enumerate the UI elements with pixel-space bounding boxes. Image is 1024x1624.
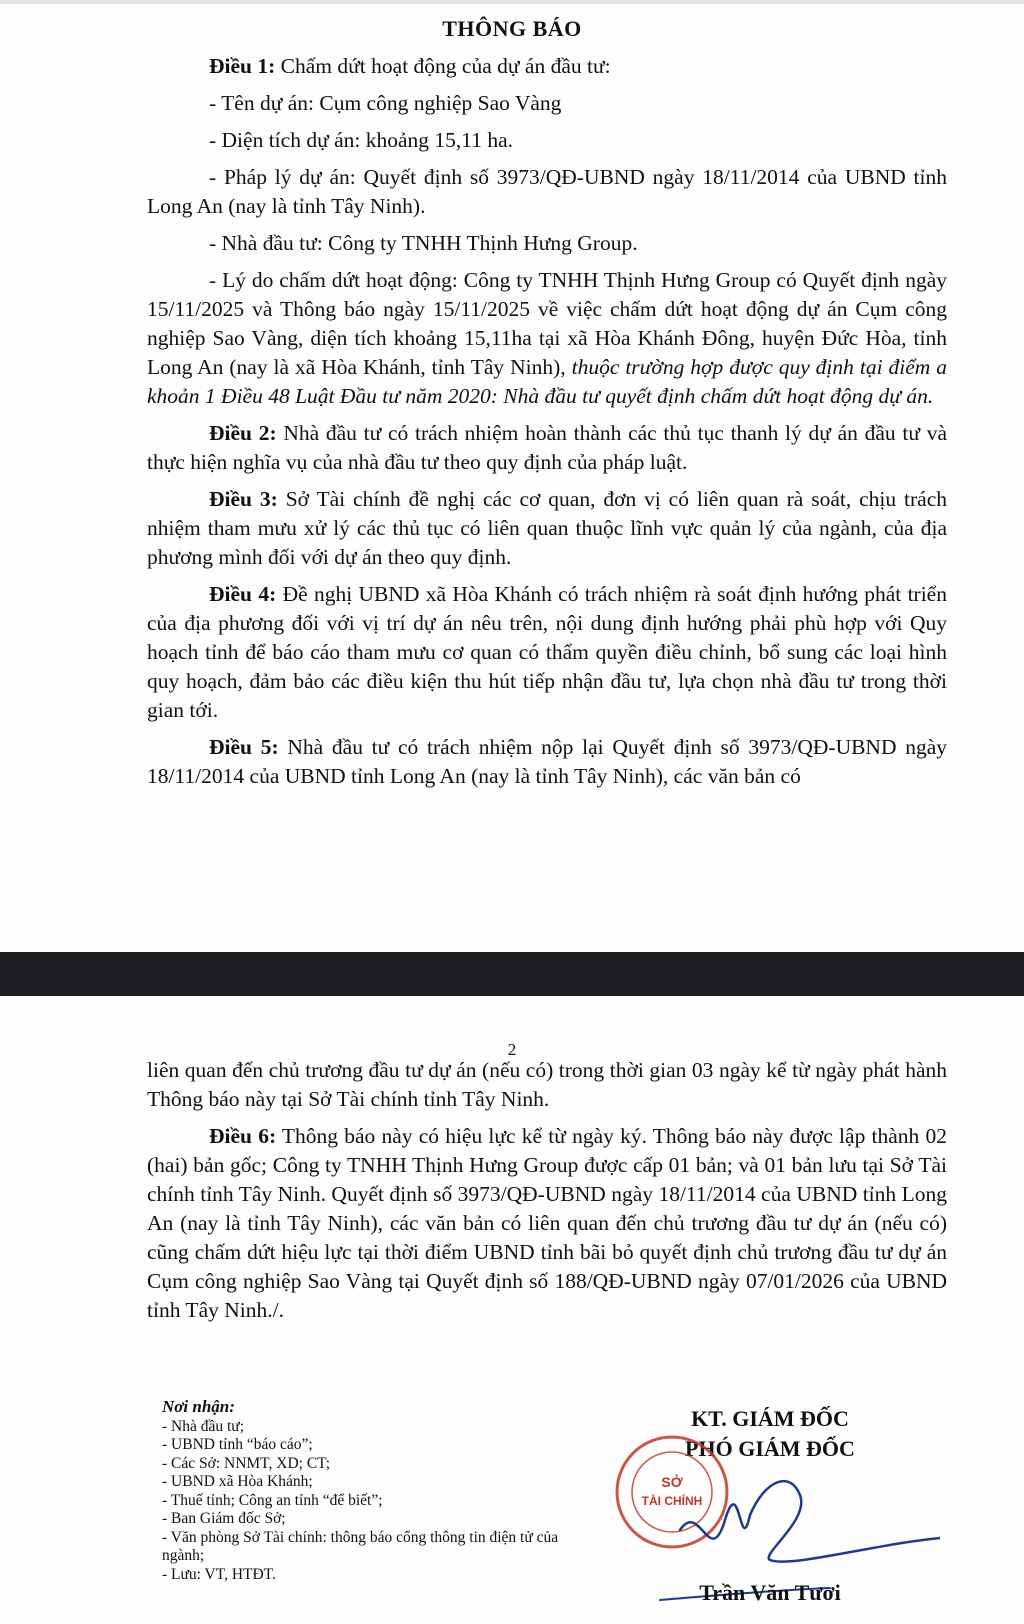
signature-title-1: KT. GIÁM ĐỐC [691,1406,849,1431]
article-5-continued: liên quan đến chủ trương đầu tư dự án (nếu có) trong thời gian 03 ngày kể từ ngày phát hành Thông báo này tại Sở Tài chính tỉnh Tây Ninh. [147,1058,947,1111]
recipient-item: - UBND xã Hòa Khánh; [162,1473,313,1490]
seal-center-line-1: SỞ [661,1474,683,1490]
article-4 [147,580,947,725]
recipient-item: - Văn phòng Sở Tài chính: thông báo cổng thông tin điện tử của ngành; [162,1528,559,1564]
signature-title-2: PHÓ GIÁM ĐỐC [685,1436,855,1461]
article-2-label: Điều 2: [209,421,277,445]
reason-italic: thuộc trường hợp được quy định tại điểm a khoản 1 Điều 48 Luật Đầu tư năm 2020: Nhà đầu tư quyết định chấm dứt hoạt động dự án. [147,355,948,408]
document-title: THÔNG BÁO [442,16,582,41]
seal-center-line-2: TÀI CHÍNH [641,1494,703,1508]
body-page-2 [147,1056,947,1333]
signer-name: Trần Văn Tươi [699,1580,841,1605]
project-area: - Diện tích dự án: khoảng 15,11 ha. [209,128,514,152]
page-top-edge [0,0,1024,4]
article-1-label: Điều 1: [209,54,276,78]
recipients-block [162,1398,582,1584]
project-legal: - Pháp lý dự án: Quyết định số 3973/QĐ-UBND ngày 18/11/2014 của UBND tỉnh Long An (nay là tỉnh Tây Ninh). [147,165,947,218]
article-5-text: Nhà đầu tư có trách nhiệm nộp lại Quyết định số 3973/QĐ-UBND ngày 18/11/2014 của UBND tỉnh Long An (nay là tỉnh Tây Ninh), các văn bản có [147,735,947,788]
article-1-text: Chấm dứt hoạt động của dự án đầu tư: [280,54,611,78]
body-page-1 [147,52,947,799]
project-name: - Tên dự án: Cụm công nghiệp Sao Vàng [209,91,562,115]
article-6-label: Điều 6: [209,1124,277,1148]
recipient-item: - Lưu: VT, HTĐT. [162,1565,276,1583]
article-6-text: Thông báo này có hiệu lực kể từ ngày ký. Thông báo này được lập thành 02 (hai) bản gốc; Công ty TNHH Thịnh Hưng Group được cấp 01 bản; và 01 bản lưu tại Sở Tài chính tỉnh Tây Ninh. Quyết định số 3973/QĐ-UBND ngày 18/11/2014 của UBND tỉnh Long An (nay là tỉnh Tây Ninh), các văn bản có liên quan đến chủ trương đầu tư dự án (nếu có) cũng chấm dứt hiệu lực tại thời điểm UBND tỉnh bãi bỏ quyết định chủ trương đầu tư dự án Cụm công nghiệp Sao Vàng tại Quyết định số 188/QĐ-UBND ngày 07/01/2026 của UBND tỉnh Tây Ninh./. [147,1124,947,1322]
article-5 [147,733,947,791]
article-1 [147,52,947,81]
article-3-label: Điều 3: [209,487,278,511]
recipient-item: - Các Sở: NNMT, XD; CT; [162,1454,331,1472]
reason-text: - Lý do chấm dứt hoạt động: Công ty TNHH Thịnh Hưng Group có Quyết định ngày 15/11/2025 và Thông báo ngày 15/11/2025 về việc chấm dứt hoạt động dự án Cụm công nghiệp Sao Vàng, diện tích khoảng 15,11ha tại xã Hòa Khánh Đông, huyện Đức Hòa, tỉnh Long An (nay là xã Hòa Khánh, tỉnh Tây Ninh), [147,268,947,379]
recipient-item: - UBND tỉnh “báo cáo”; [162,1436,313,1453]
article-2 [147,419,947,477]
article-4-label: Điều 4: [209,582,277,606]
project-investor: - Nhà đầu tư: Công ty TNHH Thịnh Hưng Group. [209,231,638,255]
article-2-text: Nhà đầu tư có trách nhiệm hoàn thành các thủ tục thanh lý dự án đầu tư và thực hiện nghĩa vụ của nhà đầu tư theo quy định của pháp luật. [147,421,947,474]
recipients-heading: Nơi nhận: [162,1397,235,1416]
article-5-label: Điều 5: [209,735,279,759]
article-3 [147,485,947,572]
termination-reason [147,266,947,411]
recipient-item: - Thuế tỉnh; Công an tỉnh “để biết”; [162,1491,383,1509]
article-3-text: Sở Tài chính đề nghị các cơ quan, đơn vị có liên quan rà soát, chịu trách nhiệm tham mưu xử lý các thủ tục có liên quan thuộc lĩnh vực quản lý của ngành, của địa phương mình đối với dự án theo quy định. [147,487,947,569]
page-number: 2 [507,1040,517,1059]
recipient-item: - Nhà đầu tư; [162,1417,245,1435]
article-4-text: Đề nghị UBND xã Hòa Khánh có trách nhiệm rà soát định hướng phát triển của địa phương đối với vị trí dự án nêu trên, nội dung định hướng phải phù hợp với Quy hoạch tỉnh để báo cáo tham mưu cơ quan có thẩm quyền điều chỉnh, bổ sung các loại hình quy hoạch, đảm bảo các điều kiện thu hút tiếp nhận đầu tư, lựa chọn nhà đầu tư trong thời gian tới. [147,582,947,722]
page-separator [0,952,1024,996]
recipient-item: - Ban Giám đốc Sở; [162,1510,286,1527]
article-6 [147,1122,947,1325]
